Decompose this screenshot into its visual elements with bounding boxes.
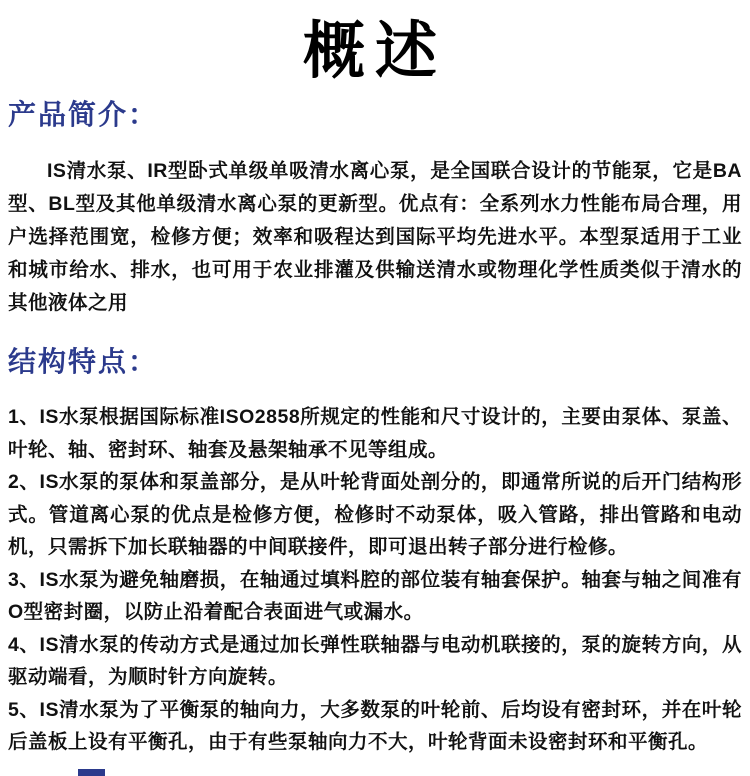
feature-item-5: 5、IS清水泵为了平衡泵的轴向力，大多数泵的叶轮前、后均设有密封环，并在叶轮后盖板上设有平衡孔，由于有些泵轴向力不大，叶轮背面未设密封环和平衡孔。: [8, 698, 742, 754]
feature-item-4: 4、IS清水泵的传动方式是通过加长弹性联轴器与电动机联接的，泵的旋转方向，从驱动端看，为顺时针方向旋转。: [8, 633, 742, 689]
document-page: [0, 16, 750, 759]
section-heading-product-intro: 产品简介：: [8, 99, 159, 131]
next-section-heading-cutoff: [78, 769, 105, 776]
feature-item-2: 2、IS水泵的泵体和泵盖部分，是从叶轮背面处剖分的，即通常所说的后开门结构形式。管道离心泵的优点是检修方便，检修时不动泵体，吸入管路，排出管路和电动机，只需拆下加长联轴器的中间联接件，即可退出转子部分进行检修。: [8, 471, 742, 559]
section-heading-structure-features: 结构特点：: [8, 345, 159, 377]
feature-item-3: 3、IS水泵为避免轴磨损，在轴通过填料腔的部位装有轴套保护。轴套与轴之间准有O型密封圈，以防止沿着配合表面进气或漏水。: [8, 568, 742, 624]
page-title: 概述: [302, 14, 447, 87]
feature-item-1: 1、IS水泵根据国际标准ISO2858所规定的性能和尺寸设计的，主要由泵体、泵盖、叶轮、轴、密封环、轴套及悬架轴承不见等组成。: [8, 406, 742, 461]
feature-list: [8, 401, 742, 759]
product-intro-paragraph: IS清水泵、IR型卧式单级单吸清水离心泵，是全国联合设计的节能泵，它是BA型、BL型及其他单级清水离心泵的更新型。优点有：全系列水力性能布局合理，用户选择范围宽，检修方便；效率和吸程达到国际平均先进水平。本型泵适用于工业和城市给水、排水，也可用于农业排灌及供输送清水或物理化学性质类似于清水的其他液体之用: [8, 159, 742, 314]
